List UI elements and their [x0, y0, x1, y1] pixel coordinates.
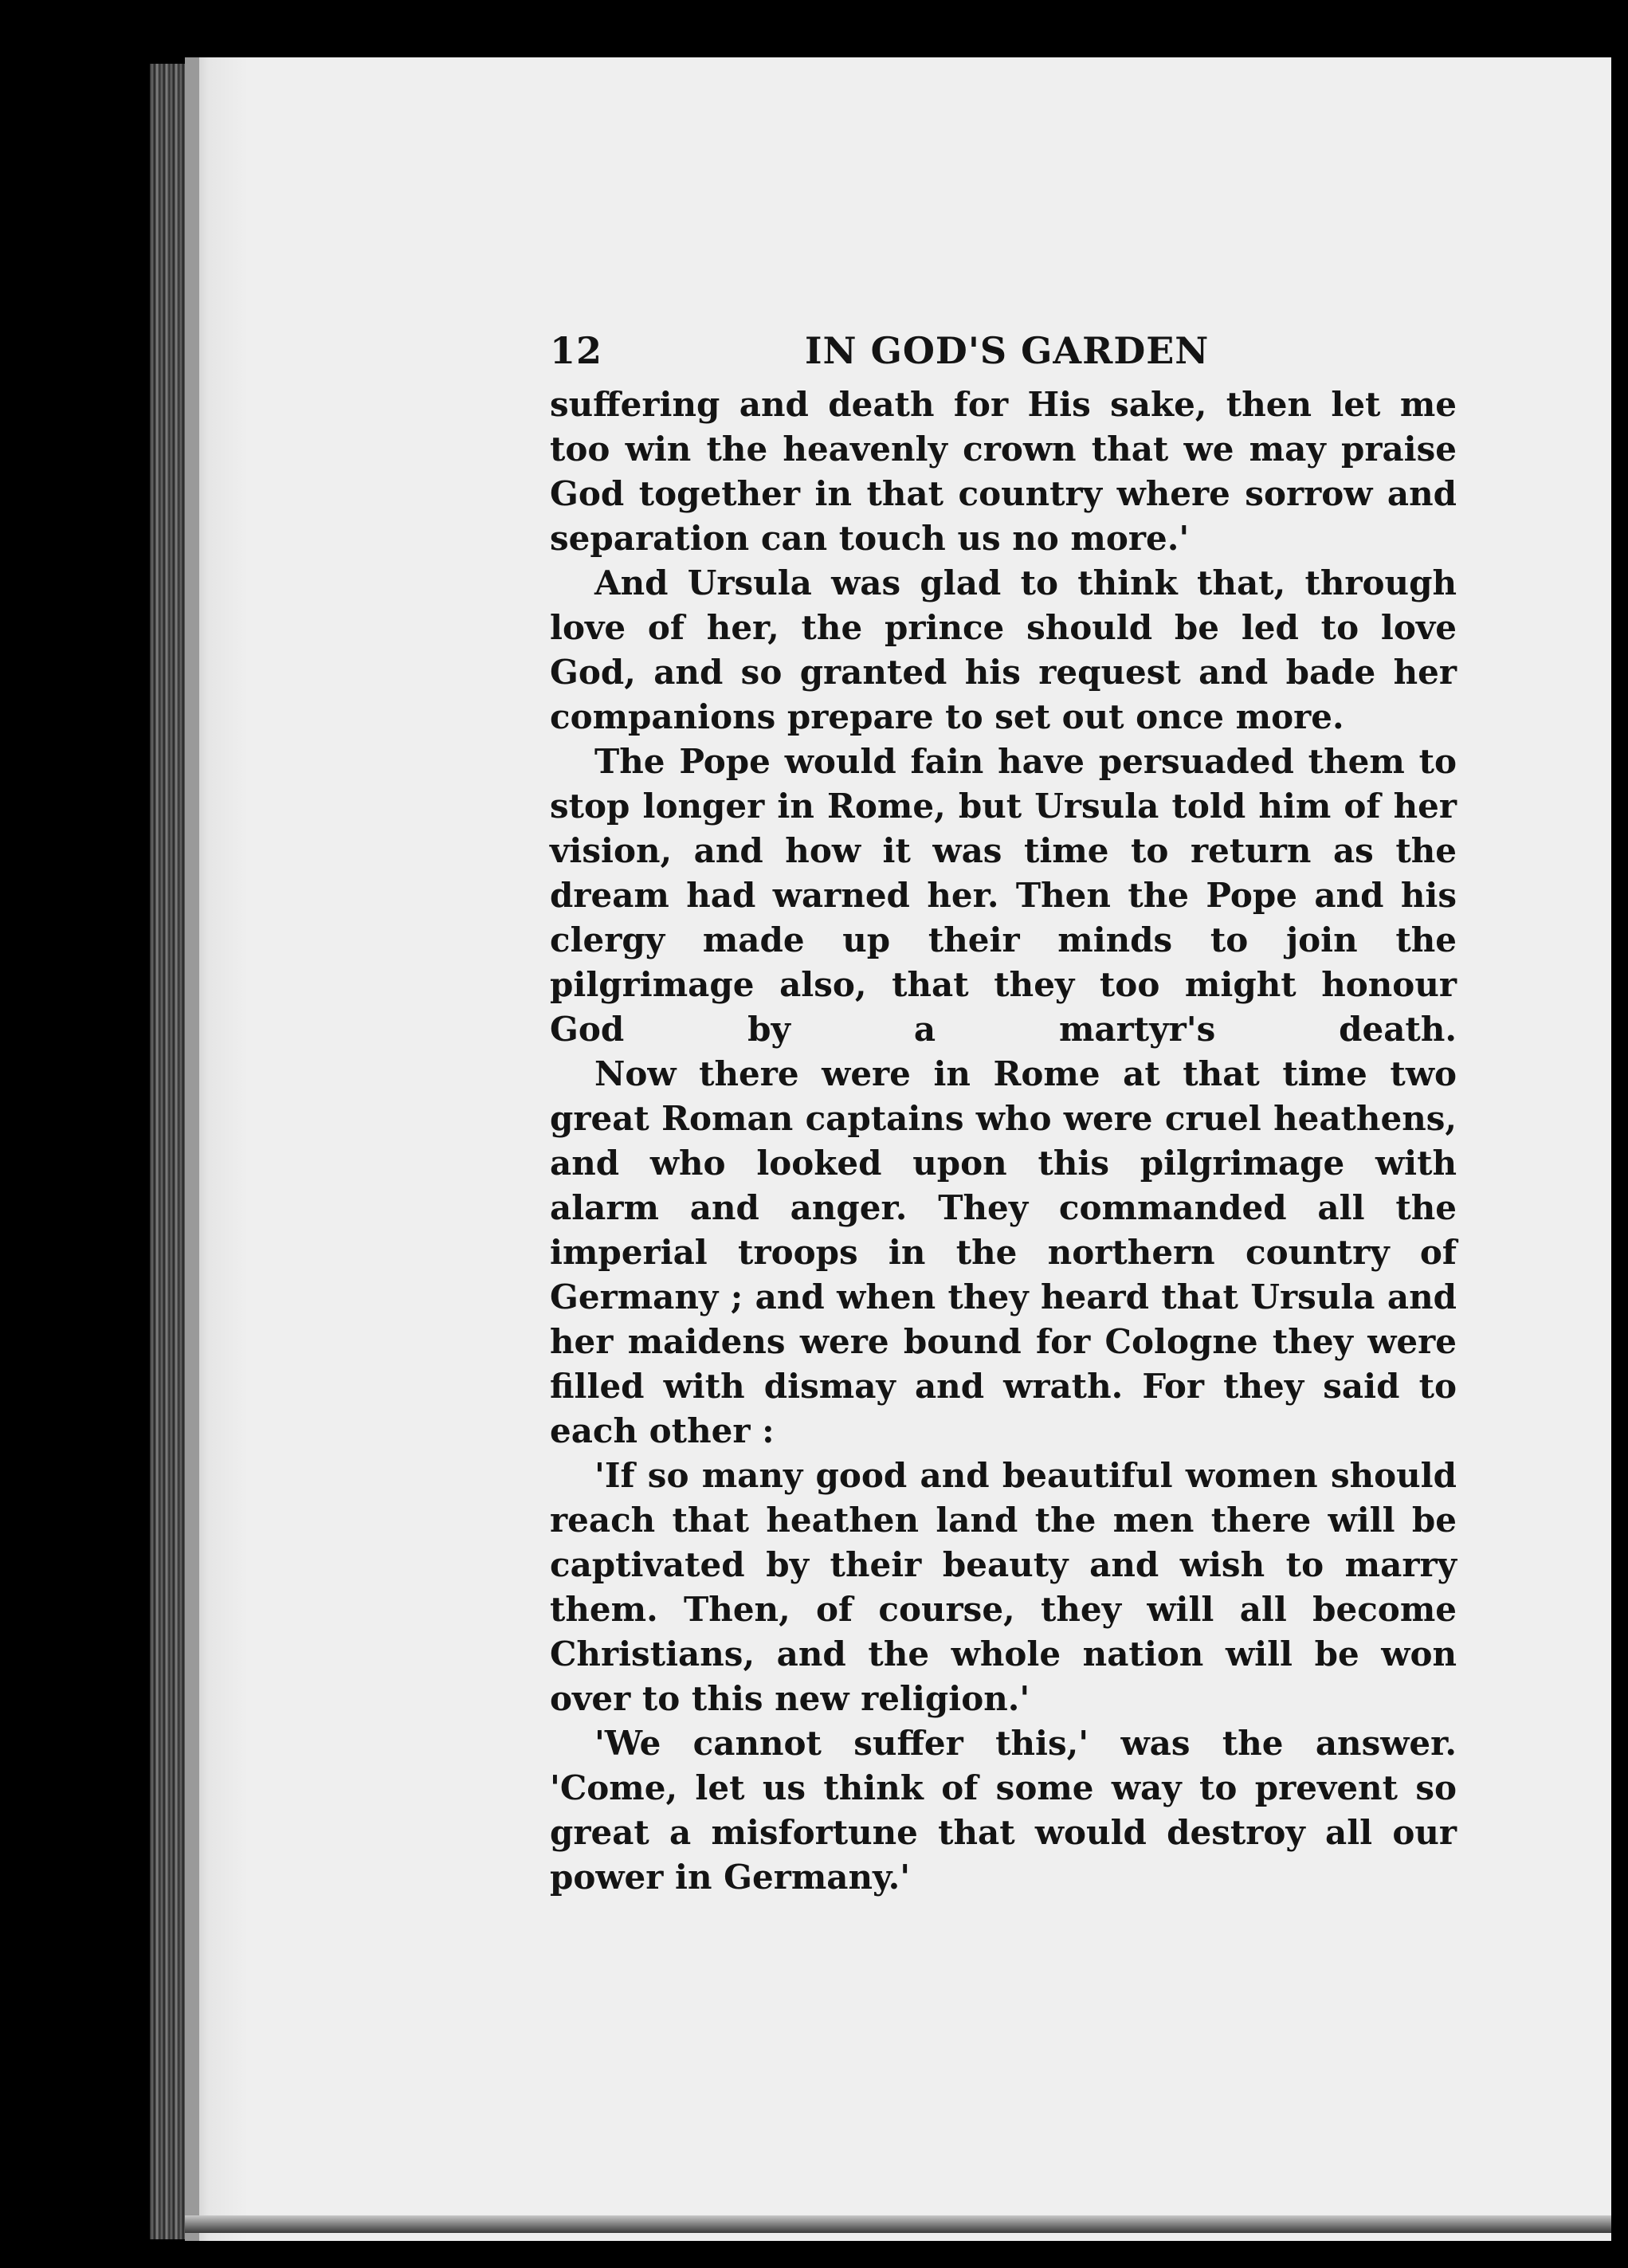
paragraph-4: Now there were in Rome at that time two great Roman captains who were cruel heathens, and who looked upon this pilgrimage with alarm and anger. They commanded all the imperial troops in the northern country of Germany ; and when they heard that Ursula and her maidens were bound for Cologne they were filled with dismay and wrath. For they said to each other : — [550, 1054, 1457, 1450]
running-title: IN GOD'S GARDEN — [805, 329, 1210, 372]
page-bottom-edge — [185, 2215, 1611, 2233]
page-header — [550, 319, 1457, 383]
paragraph-3: The Pope would fain have persuaded them to stop longer in Rome, but Ursula told him of her vision, and how it was time to return as the dream had warned her. Then the Pope and his clergy made up their minds to join the pilgrimage also, that they too might honour God by a martyr's death. — [550, 742, 1457, 1049]
paragraph-1: suffering and death for His sake, then let me too win the heavenly crown that we may praise God together in that country where sorrow and separation can touch us no more.' — [550, 385, 1457, 558]
paragraph-6: 'We cannot suffer this,' was the answer. 'Come, let us think of some way to prevent so great a misfortune that would destroy all our power in Germany.' — [550, 1724, 1457, 1897]
page-text-block — [550, 319, 1457, 1900]
paragraph-2: And Ursula was glad to think that, through love of her, the prince should be led to love God, and so granted his request and bade her companions prepare to set out once more. — [550, 563, 1457, 736]
page-number: 12 — [550, 329, 603, 372]
paragraph-5: 'If so many good and beautiful women should reach that heathen land the men there will be captivated by their beauty and wish to marry them. Then, of course, they will all become Christians, and the whole nation will be won over to this new religion.' — [550, 1456, 1457, 1718]
gutter-shadow — [185, 57, 199, 2241]
